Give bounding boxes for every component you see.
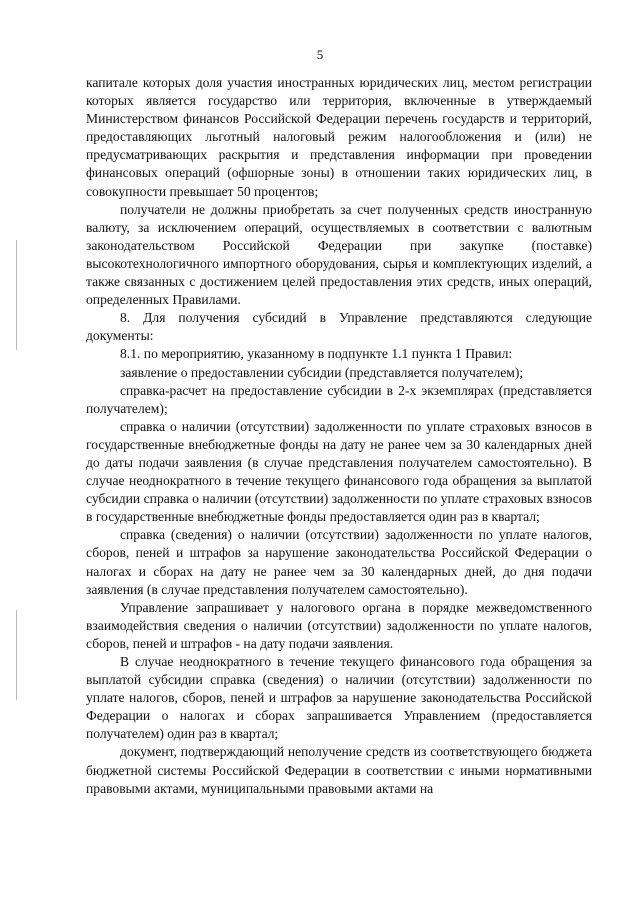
scan-edge-mark bbox=[16, 240, 17, 350]
paragraph: документ, подтверждающий неполучение средств из соответствующего бюджета бюджетной системы Российской Федерации в соответствии с иными нормативными правовыми актами, муниципальными правовыми актами на bbox=[86, 744, 592, 796]
paragraph: В случае неоднократного в течение текущего финансового года обращения за выплатой субсидии справка (сведения) о наличии (отсутствии) задолженности по уплате налогов, сборов, пеней и штрафов за нарушение законодательства Российской Федерации о налогах и сборах запрашивается Управлением (предоставляется получателем) один раз в квартал; bbox=[86, 654, 592, 742]
paragraph: капитале которых доля участия иностранных юридических лиц, местом регистрации которых является государство или территория, включенные в утверждаемый Министерством финансов Российской Федерации перечень государств и территорий, предоставляющих льготный налоговый режим налогообложения и (или) не предусматривающих раскрытия и представления информации при проведении финансовых операций (офшорные зоны) в отношении таких юридических лиц, в совокупности превышает 50 процентов; bbox=[86, 75, 592, 199]
page-number: 5 bbox=[316, 47, 324, 62]
paragraph: Управление запрашивает у налогового органа в порядке межведомственного взаимодействия сведения о наличии (отсутствии) задолженности по уплате налогов, сборов, пеней и штрафов - на дату подачи заявления. bbox=[86, 599, 592, 651]
document-body bbox=[86, 74, 592, 798]
scan-edge-mark bbox=[16, 610, 17, 700]
paragraph: 8. Для получения субсидий в Управление представляются следующие документы: bbox=[86, 310, 592, 344]
paragraph: справка (сведения) о наличии (отсутствии) задолженности по уплате налогов, сборов, пеней и штрафов за нарушение законодательства Российской Федерации о налогах и сборах на дату не ранее чем за 30 календарных дней, до дня подачи заявления (в случае представления получателем самостоятельно). bbox=[86, 527, 592, 597]
paragraph: получатели не должны приобретать за счет полученных средств иностранную валюту, за исключением операций, осуществляемых в соответствии с валютным законодательством Российской Федерации при закупке (поставке) высокотехнологичного импортного оборудования, сырья и комплектующих изделий, а также связанных с достижением целей предоставления этих средств, иных операций, определенных Правилами. bbox=[86, 201, 592, 308]
paragraph: заявление о предоставлении субсидии (представляется получателем); bbox=[120, 364, 524, 380]
paragraph: справка-расчет на предоставление субсидии в 2-х экземплярах (представляется получателем); bbox=[86, 382, 592, 416]
paragraph: 8.1. по мероприятию, указанному в подпункте 1.1 пункта 1 Правил: bbox=[120, 346, 513, 362]
paragraph: справка о наличии (отсутствии) задолженности по уплате страховых взносов в государственные внебюджетные фонды на дату не ранее чем за 30 календарных дней до даты подачи заявления (в случае представления получателем самостоятельно). В случае неоднократного в течение текущего финансового года обращения за выплатой субсидии справка о наличии (отсутствии) задолженности по уплате страховых взносов в государственные внебюджетные фонды предоставляется один раз в квартал; bbox=[86, 418, 592, 525]
